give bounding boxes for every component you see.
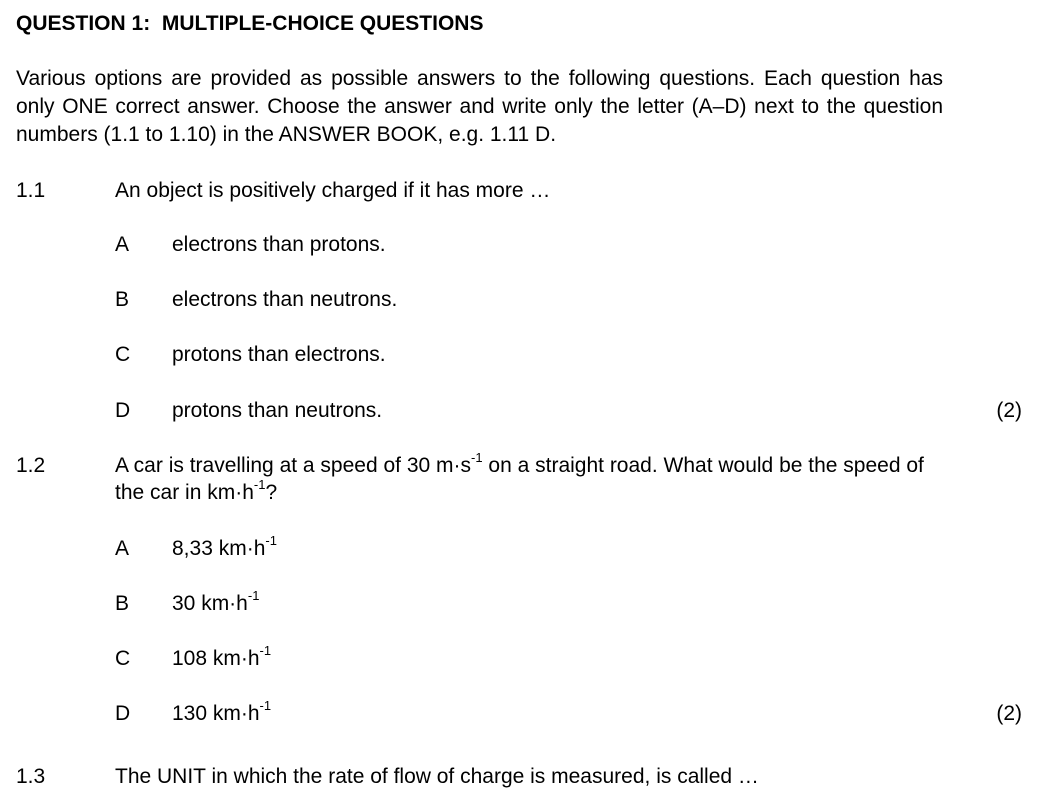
question-text-1-3: The UNIT in which the rate of flow of charge is measured, is called … <box>115 765 759 788</box>
question-text-1-1: An object is positively charged if it has more … <box>115 179 551 202</box>
option-text-1-1-d: protons than neutrons. <box>172 399 383 422</box>
option-unit-sup-1-2-d: -1 <box>259 698 272 713</box>
question-text-1-2-part3: ? <box>265 481 278 504</box>
question-number-1-1: 1.1 <box>16 179 46 202</box>
question-text-1-2-part2: on a straight road. What would be the speed of the car in km·h <box>115 454 924 504</box>
option-text-1-1-c: protons than electrons. <box>172 343 386 366</box>
option-letter-1-1-d: D <box>115 399 131 422</box>
question-text-1-2 <box>115 452 945 506</box>
option-text-1-2-c <box>172 645 271 672</box>
option-value-1-2-d: 130 km·h <box>172 702 260 725</box>
question-text-1-2-sup1: -1 <box>471 450 483 465</box>
question-number-1-3: 1.3 <box>16 765 46 788</box>
option-letter-1-1-c: C <box>115 343 131 366</box>
question-number-1-2: 1.2 <box>16 454 46 477</box>
option-unit-sup-1-2-b: -1 <box>247 588 260 603</box>
option-text-1-2-d <box>172 700 271 727</box>
section-heading: QUESTION 1: MULTIPLE-CHOICE QUESTIONS <box>16 12 484 35</box>
option-letter-1-1-a: A <box>115 233 130 256</box>
option-unit-sup-1-2-c: -1 <box>259 643 272 658</box>
option-letter-1-2-d: D <box>115 702 131 725</box>
option-letter-1-2-a: A <box>115 537 130 560</box>
option-letter-1-2-b: B <box>115 592 130 615</box>
question-text-1-2-sup2: -1 <box>253 477 266 492</box>
option-text-1-2-b <box>172 590 259 617</box>
option-text-1-1-b: electrons than neutrons. <box>172 288 398 311</box>
option-value-1-2-c: 108 km·h <box>172 647 260 670</box>
marks-1-2: (2) <box>996 702 1022 725</box>
option-unit-sup-1-2-a: -1 <box>265 533 277 548</box>
option-letter-1-2-c: C <box>115 647 131 670</box>
instructions-paragraph: Various options are provided as possible answers to the following questions. Each question has only ONE correct answer. Choose the answer and write only the letter (A–D) next to the question numbers (1.1 to 1.10) in the ANSWER BOOK, e.g. 1.11 D. <box>16 67 943 146</box>
question-text-1-2-part1: A car is travelling at a speed of 30 m·s <box>115 454 472 477</box>
option-value-1-2-a: 8,33 km·h <box>172 537 266 560</box>
option-value-1-2-b: 30 km·h <box>172 592 248 615</box>
option-text-1-2-a <box>172 535 277 562</box>
marks-1-1: (2) <box>996 399 1022 422</box>
option-letter-1-1-b: B <box>115 288 130 311</box>
option-text-1-1-a: electrons than protons. <box>172 233 386 256</box>
